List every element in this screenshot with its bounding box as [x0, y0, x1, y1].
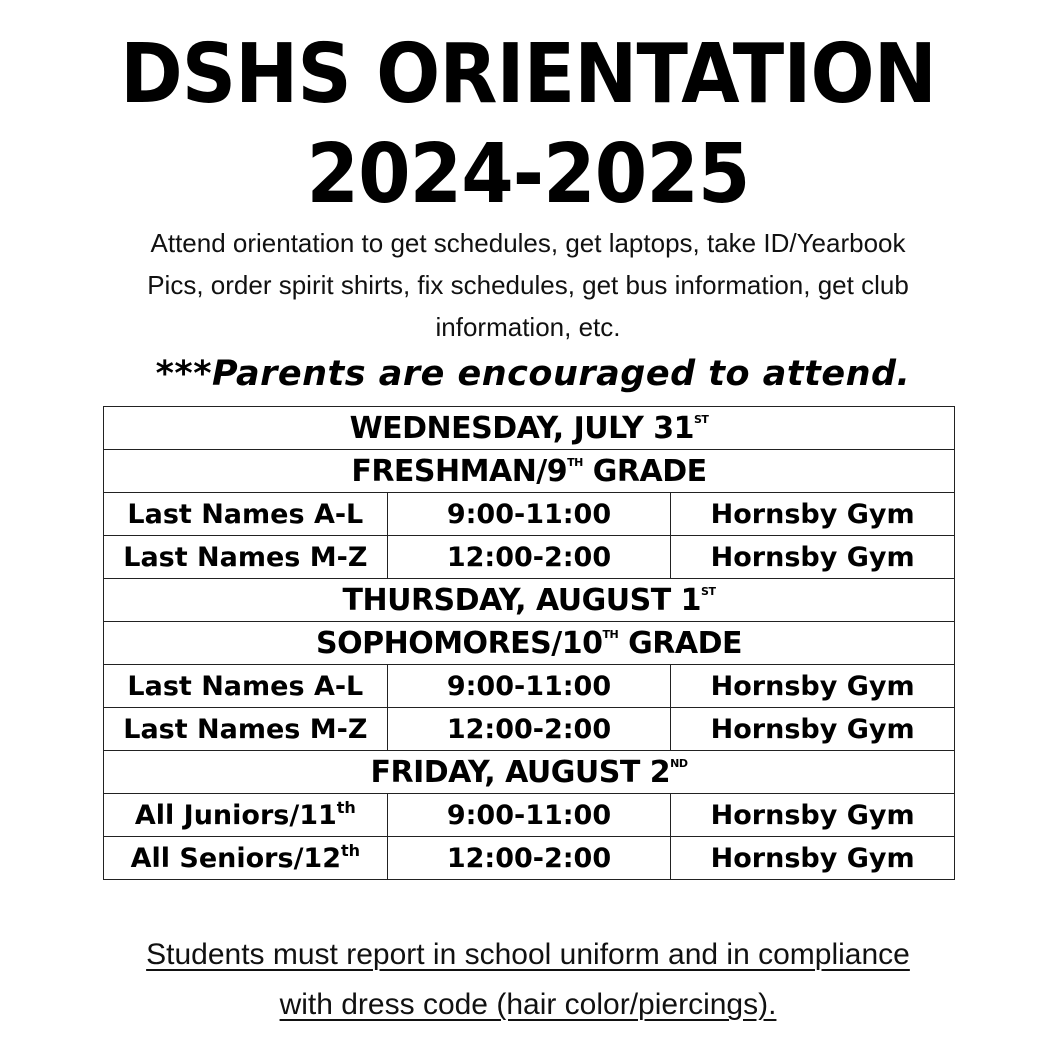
intro-line-1: Attend orientation to get schedules, get laptops, take ID/Yearbook	[150, 228, 906, 258]
table-row	[104, 536, 955, 579]
day-suffix: ND	[670, 756, 688, 770]
parents-note: ***Parents are encouraged to attend.	[155, 354, 911, 394]
group-suffix: TH	[602, 627, 619, 641]
cell-location: Hornsby Gym	[671, 837, 955, 880]
table-row	[104, 708, 955, 751]
cell-location: Hornsby Gym	[671, 665, 955, 708]
group-label: FRESHMAN/9	[351, 453, 568, 489]
dress-code-notice	[0, 930, 1056, 1030]
cell-time: 9:00-11:00	[387, 493, 671, 536]
cell-names	[104, 794, 388, 837]
intro-line-3: information, etc.	[435, 312, 621, 342]
table-row	[104, 794, 955, 837]
cell-time: 9:00-11:00	[387, 794, 671, 837]
day-header-wednesday	[104, 407, 955, 450]
group-header-freshman	[104, 450, 955, 493]
day-header-row	[104, 407, 955, 450]
orientation-schedule-table	[103, 406, 955, 880]
footer-line-1: Students must report in school uniform and in compliance	[146, 938, 910, 971]
group-tail: GRADE	[582, 453, 707, 489]
group-header-row	[104, 622, 955, 665]
group-header-row	[104, 450, 955, 493]
cell-names	[104, 837, 388, 880]
footer-line-2: with dress code (hair color/piercings).	[279, 988, 777, 1021]
table-row	[104, 665, 955, 708]
day-label: THURSDAY, AUGUST 1	[342, 582, 702, 618]
cell-location: Hornsby Gym	[671, 493, 955, 536]
day-header-row	[104, 751, 955, 794]
day-header-thursday	[104, 579, 955, 622]
cell-location: Hornsby Gym	[671, 536, 955, 579]
day-header-friday	[104, 751, 955, 794]
intro-line-2: Pics, order spirit shirts, fix schedules, get bus information, get club	[147, 270, 909, 300]
cell-names: Last Names A-L	[104, 493, 388, 536]
names-suffix: th	[336, 797, 356, 817]
cell-location: Hornsby Gym	[671, 794, 955, 837]
cell-location: Hornsby Gym	[671, 708, 955, 751]
table-row	[104, 837, 955, 880]
group-tail: GRADE	[618, 625, 742, 661]
group-suffix: TH	[567, 455, 583, 469]
intro-text	[120, 222, 936, 348]
cell-time: 9:00-11:00	[387, 665, 671, 708]
cell-time: 12:00-2:00	[387, 708, 671, 751]
title-line-2: 2024-2025	[306, 127, 750, 222]
day-header-row	[104, 579, 955, 622]
cell-names: Last Names M-Z	[104, 536, 388, 579]
cell-names: Last Names A-L	[104, 665, 388, 708]
cell-names: Last Names M-Z	[104, 708, 388, 751]
table-row	[104, 493, 955, 536]
day-suffix: ST	[701, 584, 716, 598]
day-label: WEDNESDAY, JULY 31	[349, 410, 694, 446]
day-suffix: ST	[694, 412, 709, 426]
cell-time: 12:00-2:00	[387, 837, 671, 880]
cell-time: 12:00-2:00	[387, 536, 671, 579]
names-label: All Seniors/12	[130, 842, 342, 874]
names-label: All Juniors/11	[134, 799, 337, 831]
group-label: SOPHOMORES/10	[316, 625, 603, 661]
title-line-1: DSHS ORIENTATION	[120, 27, 936, 122]
day-label: FRIDAY, AUGUST 2	[370, 754, 671, 790]
names-suffix: th	[341, 840, 361, 860]
group-header-sophomores	[104, 622, 955, 665]
